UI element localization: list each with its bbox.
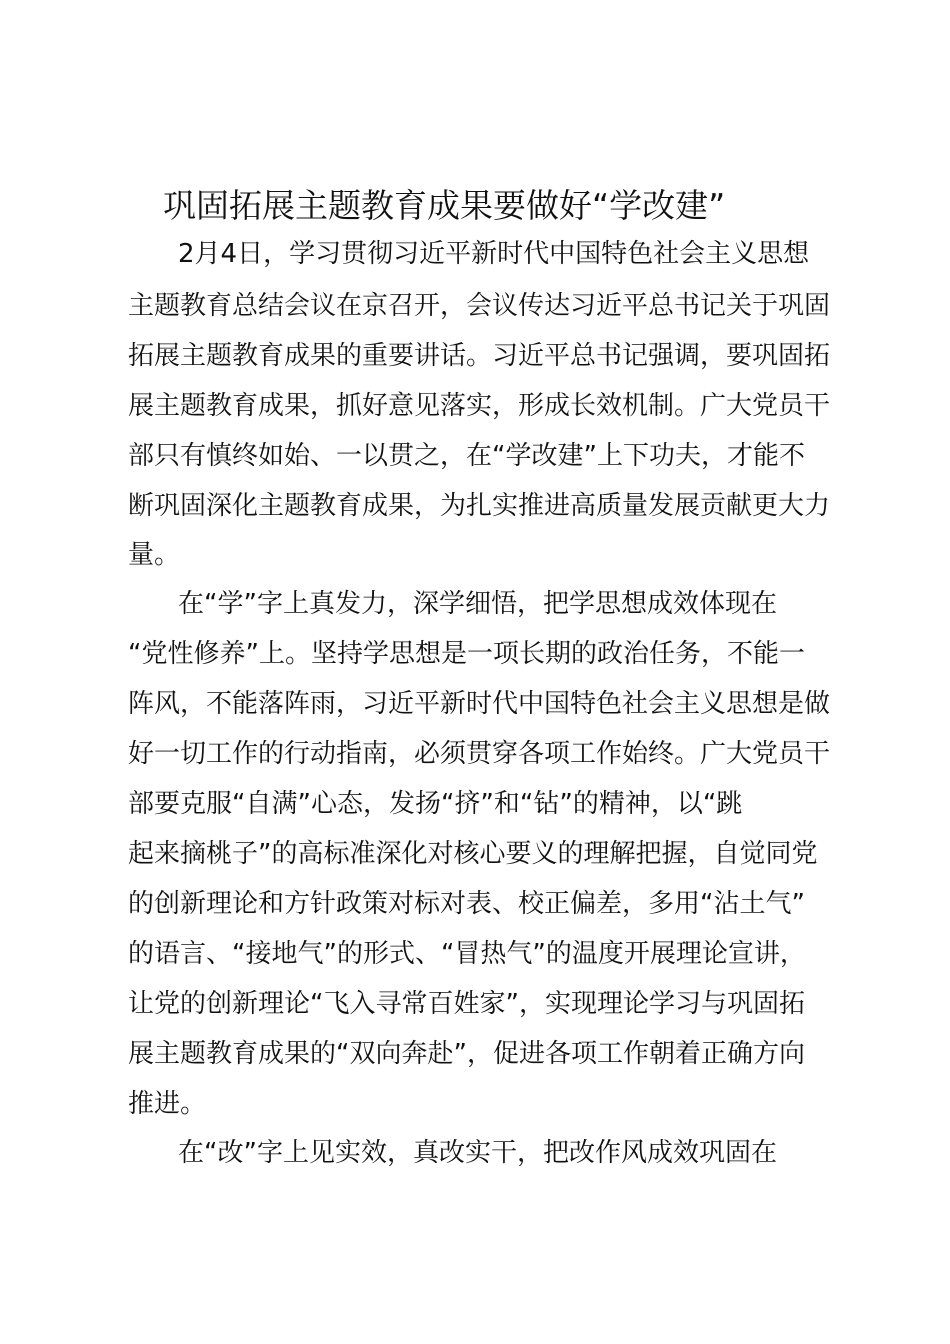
body-line: 起来摘桃子”的高标准深化对核心要义的理解把握，自觉同党 [128, 839, 818, 869]
document-title: 巩固拓展主题教育成果要做好“学改建” [163, 186, 726, 225]
body-line: “党性修养”上。坚持学思想是一项长期的政治任务，不能一 [128, 639, 805, 669]
body-line: 主题教育总结会议在京召开，会议传达习近平总书记关于巩固 [128, 291, 831, 321]
body-line: 量。 [128, 540, 181, 570]
body-line: 在“学”字上真发力，深学细悟，把学思想成效体现在 [178, 589, 777, 619]
body-line: 2月4日，学习贯彻习近平新时代中国特色社会主义思想 [178, 239, 810, 269]
body-line: 部只有慎终如始、一以贯之，在“学改建”上下功夫，才能不 [128, 441, 805, 471]
body-line: 的创新理论和方针政策对标对表、校正偏差，多用“沾土气” [128, 889, 805, 919]
body-line: 在“改”字上见实效，真改实干，把改作风成效巩固在 [178, 1138, 777, 1168]
body-line: 部要克服“自满”心态，发扬“挤”和“钻”的精神，以“跳 [128, 789, 743, 819]
body-line: 推进。 [128, 1089, 207, 1119]
body-line: 断巩固深化主题教育成果，为扎实推进高质量发展贡献更大力 [128, 491, 831, 521]
body-line: 好一切工作的行动指南，必须贯穿各项工作始终。广大党员干 [128, 739, 831, 769]
body-line: 阵风，不能落阵雨，习近平新时代中国特色社会主义思想是做 [128, 689, 831, 719]
body-line: 拓展主题教育成果的重要讲话。习近平总书记强调，要巩固拓 [128, 341, 831, 371]
body-line: 展主题教育成果的“双向奔赴”，促进各项工作朝着正确方向 [128, 1039, 805, 1069]
body-line: 的语言、“接地气”的形式、“冒热气”的温度开展理论宣讲， [128, 939, 806, 969]
body-line: 展主题教育成果，抓好意见落实，形成长效机制。广大党员干 [128, 391, 831, 421]
body-line: 让党的创新理论“飞入寻常百姓家”，实现理论学习与巩固拓 [128, 989, 805, 1019]
